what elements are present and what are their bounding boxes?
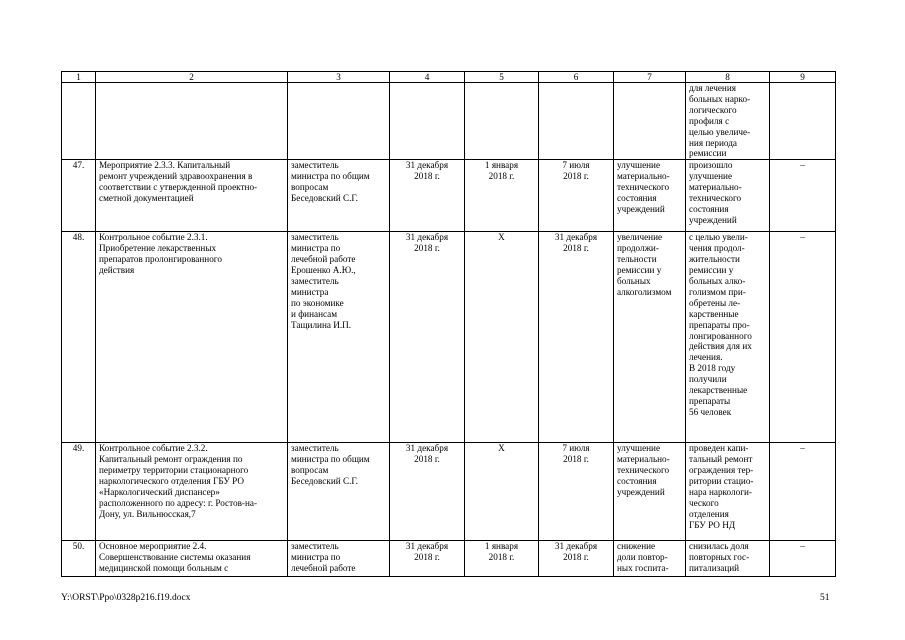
result-cell: увеличение продолжи- тельности ремиссии у больных алкоголизмом [614,232,686,443]
responsible-cell: заместитель министра по лечебной работе [288,541,390,577]
start-date-cell: 31 декабря 2018 г. [390,160,465,232]
column-header: 1 [62,72,96,83]
responsible-cell: заместитель министра по лечебной работе Ерошенко А.Ю., заместитель министра по экономике и финансам Тащилина И.П. [288,232,390,443]
start-date-cell: 31 декабря 2018 г. [390,541,465,577]
fact-date-cell: 7 июля 2018 г. [539,160,614,232]
event-cell [96,83,288,160]
report-table [61,71,836,577]
fact-date-cell: 31 декабря 2018 г. [539,232,614,443]
table-row [62,541,836,577]
page-number: 51 [820,593,830,603]
actual-result-cell: с целью увели- чения продол- жительности ремиссии у больных алко- голизмом при- обретены ле- карственные препараты про- лонгированного действия для их лечения. В 2018 году получили лекарственные препараты 56 человек [686,232,770,443]
column-number-row [62,72,836,83]
note-cell: – [770,443,836,541]
start-date-cell [390,83,465,160]
note-cell: – [770,160,836,232]
note-cell: – [770,232,836,443]
result-cell: улучшение материально- технического состояния учреждений [614,443,686,541]
row-number [62,83,96,160]
end-date-cell [465,83,539,160]
end-date-cell: Х [465,443,539,541]
table-row [62,160,836,232]
actual-result-cell: проведен капи- тальный ремонт ограждения тер- ритории стацио- нара наркологи- ческого отделения ГБУ РО НД [686,443,770,541]
fact-date-cell [539,83,614,160]
table-row [62,83,836,160]
table-row [62,232,836,443]
responsible-cell: заместитель министра по общим вопросам Беседовский С.Г. [288,443,390,541]
table-row [62,443,836,541]
end-date-cell: 1 января 2018 г. [465,160,539,232]
row-number: 49. [62,443,96,541]
result-cell: улучшение материально- технического состояния учреждений [614,160,686,232]
fact-date-cell: 31 декабря 2018 г. [539,541,614,577]
start-date-cell: 31 декабря 2018 г. [390,232,465,443]
column-header: 9 [770,72,836,83]
note-cell [770,83,836,160]
result-cell [614,83,686,160]
fact-date-cell: 7 июля 2018 г. [539,443,614,541]
column-header: 3 [288,72,390,83]
note-cell: – [770,541,836,577]
column-header: 8 [686,72,770,83]
start-date-cell: 31 декабря 2018 г. [390,443,465,541]
column-header: 5 [465,72,539,83]
event-cell: Контрольное событие 2.3.2. Капитальный ремонт ограждения по периметру территории стационарного наркологического отделения ГБУ РО «Наркологический диспансер» расположенного по адресу: г. Ростов-на- Дону, ул. Вильнюсская,7 [96,443,288,541]
responsible-cell: заместитель министра по общим вопросам Беседовский С.Г. [288,160,390,232]
actual-result-cell: снизилась доля повторных гос- питализаций [686,541,770,577]
row-number: 50. [62,541,96,577]
end-date-cell: Х [465,232,539,443]
event-cell: Мероприятие 2.3.3. Капитальный ремонт учреждений здравоохранения в соответствии с утвержденной проектно- сметной документацией [96,160,288,232]
file-path: Y:\ORST\Ppo\0328p216.f19.docx [61,593,191,603]
row-number: 47. [62,160,96,232]
actual-result-cell: для лечения больных нарко- логического профиля с целью увеличе- ния периода ремиссии [686,83,770,160]
column-header: 4 [390,72,465,83]
end-date-cell: 1 января 2018 г. [465,541,539,577]
row-number: 48. [62,232,96,443]
responsible-cell [288,83,390,160]
event-cell: Основное мероприятие 2.4. Совершенствование системы оказания медицинской помощи больным с [96,541,288,577]
event-cell: Контрольное событие 2.3.1. Приобретение лекарственных препаратов пролонгированного действия [96,232,288,443]
column-header: 2 [96,72,288,83]
column-header: 6 [539,72,614,83]
result-cell: снижение доли повтор- ных госпита- [614,541,686,577]
actual-result-cell: произошло улучшение материально- технического состояния учреждений [686,160,770,232]
column-header: 7 [614,72,686,83]
